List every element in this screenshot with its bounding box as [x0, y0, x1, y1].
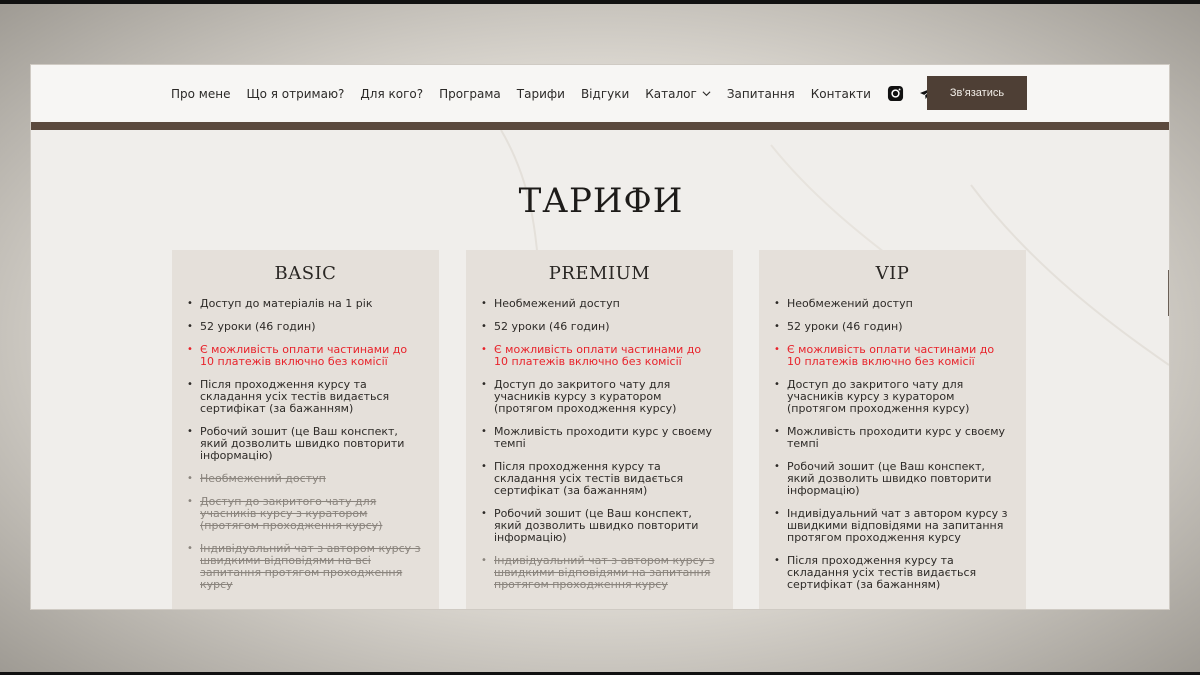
plan-card-basic — [172, 250, 439, 610]
plan-title: VIP — [875, 263, 910, 284]
plan-feature-item: • Після проходження курсу та складання усіх тестів видається сертифікат (за бажанням) — [773, 555, 1008, 591]
nav-link-pricing[interactable]: Тарифи — [516, 86, 565, 101]
plan-feature-item: • Робочий зошит (це Ваш конспект, який дозволить швидко повторити інформацію) — [186, 426, 421, 462]
chevron-down-icon — [702, 89, 711, 98]
plan-feature-item: • Індивідуальний чат з автором курсу з швидкими відповідями на запитання протягом проходження курсу — [773, 508, 1008, 544]
nav-link-catalog-label: Каталог — [645, 86, 697, 101]
plan-feature-item: • Робочий зошит (це Ваш конспект, який дозволить швидко повторити інформацію) — [480, 508, 715, 544]
nav-link-reviews[interactable]: Відгуки — [580, 86, 630, 101]
plan-feature-list — [172, 298, 439, 591]
screen-frame-top — [0, 0, 1200, 4]
plan-feature-item: • Доступ до закритого чату для учасників курсу з куратором (протягом проходження курсу) — [480, 379, 715, 415]
nav-menu — [171, 65, 983, 122]
plan-title: PREMIUM — [548, 263, 651, 284]
plan-feature-list — [466, 298, 733, 591]
plan-feature-item: • Можливість проходити курс у своєму темпі — [773, 426, 1008, 450]
plan-feature-item: • Необмежений доступ — [773, 298, 1008, 310]
nav-link-faq[interactable]: Запитання — [726, 86, 795, 101]
plan-card-premium — [466, 250, 733, 610]
plan-feature-item: • Є можливість оплати частинами до 10 платежів включно без комісії — [186, 344, 421, 368]
page-title: ТАРИФИ — [518, 181, 684, 221]
plan-feature-item: • Робочий зошит (це Ваш конспект, який дозволить швидко повторити інформацію) — [773, 461, 1008, 497]
plan-feature-item: • Необмежений доступ — [480, 298, 715, 310]
plan-feature-item: • Є можливість оплати частинами до 10 платежів включно без комісії — [773, 344, 1008, 368]
plan-feature-item: • 52 уроки (46 годин) — [480, 321, 715, 333]
plan-feature-item: • Доступ до закритого чату для учасників курсу з куратором (протягом проходження курсу) — [186, 496, 421, 532]
plan-feature-item: • Після проходження курсу та складання усіх тестів видається сертифікат (за бажанням) — [480, 461, 715, 497]
contact-button[interactable]: Зв’язатись — [927, 76, 1027, 110]
plan-feature-item: • 52 уроки (46 годин) — [186, 321, 421, 333]
plan-feature-list — [759, 298, 1026, 591]
nav-link-benefits[interactable]: Що я отримаю? — [246, 86, 345, 101]
nav-link-audience[interactable]: Для кого? — [360, 86, 424, 101]
plan-feature-item: • Доступ до закритого чату для учасників курсу з куратором (протягом проходження курсу) — [773, 379, 1008, 415]
plan-feature-item: • Є можливість оплати частинами до 10 платежів включно без комісії — [480, 344, 715, 368]
plan-feature-item: • Необмежений доступ — [186, 473, 421, 485]
scrollbar-thumb[interactable] — [1168, 270, 1170, 316]
plan-feature-item: • Доступ до матеріалів на 1 рік — [186, 298, 421, 310]
instagram-icon[interactable] — [887, 85, 905, 103]
top-navigation — [31, 65, 1169, 122]
nav-link-catalog[interactable] — [645, 87, 711, 101]
header-divider — [31, 122, 1170, 130]
plan-feature-item: • Індивідуальний чат з автором курсу з швидкими відповідями на всі запитання протягом проходження курсу — [186, 543, 421, 591]
plan-feature-item: • Після проходження курсу та складання усіх тестів видається сертифікат (за бажанням) — [186, 379, 421, 415]
plan-card-vip — [759, 250, 1026, 610]
browser-viewport — [30, 64, 1170, 610]
nav-link-about[interactable]: Про мене — [171, 86, 231, 101]
plan-title: BASIC — [274, 263, 337, 284]
plan-feature-item: • Індивідуальний чат з автором курсу з швидкими відповідями на запитання протягом проходження курсу — [480, 555, 715, 591]
plan-feature-item: • Можливість проходити курс у своєму темпі — [480, 426, 715, 450]
nav-link-contacts[interactable]: Контакти — [810, 86, 871, 101]
nav-link-program[interactable]: Програма — [439, 86, 501, 101]
plan-feature-item: • 52 уроки (46 годин) — [773, 321, 1008, 333]
